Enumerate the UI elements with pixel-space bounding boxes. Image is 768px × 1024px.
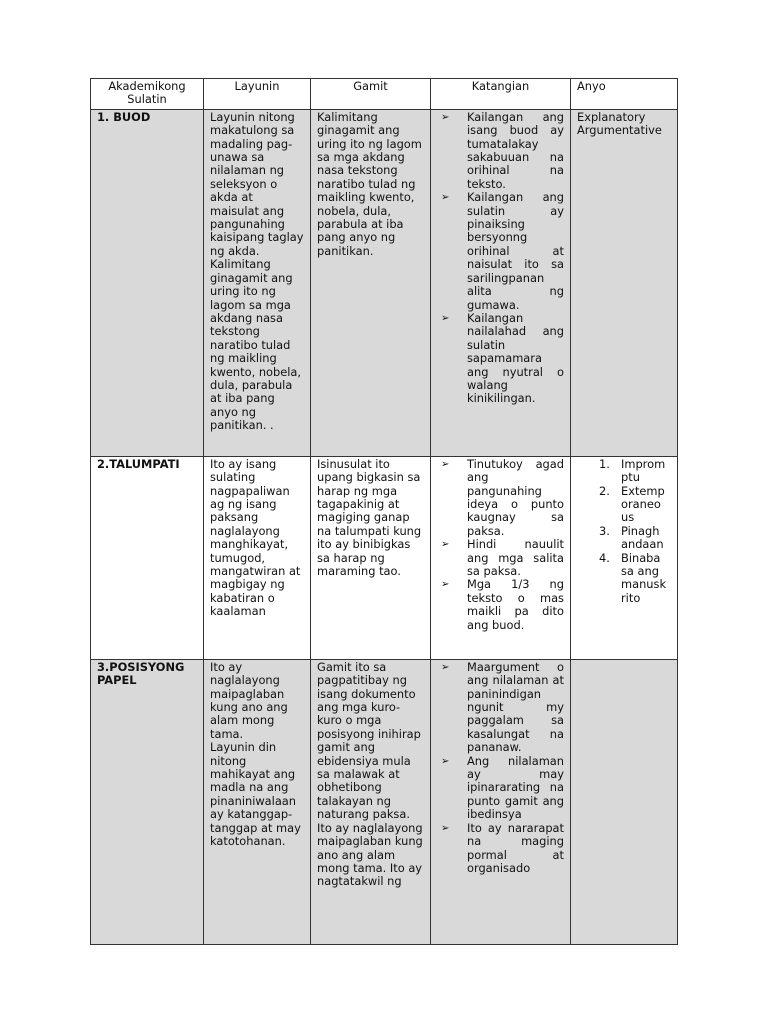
list-item bbox=[437, 755, 564, 822]
header-akademikong-sulatin: Akademikong Sulatin bbox=[91, 79, 204, 110]
header-anyo: Anyo bbox=[571, 79, 678, 110]
katangian-list bbox=[437, 458, 564, 632]
list-item bbox=[437, 538, 564, 578]
katangian-cell bbox=[431, 456, 571, 659]
row-name: 1. BUOD bbox=[97, 109, 151, 124]
katangian-cell bbox=[431, 109, 571, 456]
row-name: 3.POSISYONG PAPEL bbox=[97, 659, 185, 688]
list-number: 3. bbox=[599, 523, 610, 538]
list-item bbox=[437, 822, 564, 876]
row-name-cell bbox=[91, 659, 204, 944]
katangian-item-text: Kailangan ang isang buod ay tumatalakay sakabuuan na orihinal na teksto. bbox=[467, 109, 564, 191]
list-item bbox=[577, 552, 671, 606]
layunin-text: Ito ay naglalayong maipaglaban kung ano ang alam mong tama. Layunin din nitong mahikayat ang madla na ang pinaniniwalaan ay katanggap-tanggap at may katotohanan. bbox=[210, 659, 301, 849]
katangian-item-text: Tinutukoy agad ang pangunahing ideya o punto kaugnay sa paksa. bbox=[467, 456, 564, 538]
anyo-list bbox=[577, 458, 671, 605]
gamit-cell bbox=[311, 659, 431, 944]
anyo-cell bbox=[571, 659, 678, 944]
katangian-item-text: Hindi nauulit ang mga salita sa paksa. bbox=[467, 537, 564, 579]
arrowhead-bullet-icon: ➢ bbox=[441, 192, 450, 204]
layunin-text: Layunin nitong makatulong sa madaling pag-unawa sa nilalaman ng seleksyon o akda at maisulat ang pangunahing kaisipang taglay ng akda. Kalimitang ginagamit ang uring ito ng lagom sa mga akdang nasa tekstong naratibo tulad ng maikling kwento, nobela, dula, parabula at iba pang anyo ng panitikan. . bbox=[210, 109, 304, 433]
list-number: 2. bbox=[599, 483, 610, 498]
arrowhead-bullet-icon: ➢ bbox=[441, 539, 450, 551]
akademikong-sulatin-table bbox=[90, 78, 678, 945]
list-number: 1. bbox=[599, 456, 610, 471]
anyo-item-text: Extemp oraneo us bbox=[621, 483, 665, 525]
list-item bbox=[437, 458, 564, 538]
anyo-item-text: Binaba sa ang manusk rito bbox=[621, 550, 667, 605]
layunin-cell bbox=[204, 456, 311, 659]
layunin-text: Ito ay isang sulating nagpapaliwan ag ng isang paksang naglalayong manghikayat, tumugod, mangatwiran at magbigay ng kabatiran o kaalaman bbox=[210, 456, 301, 619]
katangian-item-text: Ang nilalaman ay may ipinararating na punto gamit ang ibedinsya bbox=[467, 753, 564, 822]
anyo-cell bbox=[571, 456, 678, 659]
arrowhead-bullet-icon: ➢ bbox=[441, 312, 450, 324]
anyo-cell bbox=[571, 109, 678, 456]
katangian-item-text: Kailangan ang sulatin ay pinaiksing bersyonng orihinal at naisulat ito sa sarilingpanan alita ng gumawa. bbox=[467, 190, 564, 312]
katangian-item-text: Maargument o ang nilalaman at paninindigan ngunit my paggalam sa kasalungat na pananaw. bbox=[467, 659, 564, 755]
layunin-cell bbox=[204, 659, 311, 944]
header-row bbox=[91, 79, 678, 110]
table-row bbox=[91, 659, 678, 944]
table-row bbox=[91, 109, 678, 456]
layunin-cell bbox=[204, 109, 311, 456]
anyo-text: Explanatory Argumentative bbox=[577, 109, 662, 138]
list-number: 4. bbox=[599, 550, 610, 565]
list-item bbox=[577, 525, 671, 552]
list-item bbox=[577, 485, 671, 525]
gamit-text: Isinusulat ito upang bigkasin sa harap ng mga tagapakinig at magiging ganap na talumpati kung ito ay binibigkas sa harap ng maraming tao. bbox=[317, 456, 422, 579]
arrowhead-bullet-icon: ➢ bbox=[441, 579, 450, 591]
gamit-text: Gamit ito sa pagpatitibay ng isang dokumento ang mga kuro-kuro o mga posisyong inihirap gamit ang ebidensiya mula sa malawak at obhetibong talakayan ng naturang paksa. Ito ay naglalayong maipaglaban kung ano ang alam mong tama. Ito ay nagtatakwil ng bbox=[317, 659, 423, 889]
list-item bbox=[437, 312, 564, 406]
list-item bbox=[437, 191, 564, 312]
header-katangian: Katangian bbox=[431, 79, 571, 110]
row-name-cell bbox=[91, 456, 204, 659]
gamit-cell bbox=[311, 456, 431, 659]
list-item bbox=[437, 111, 564, 191]
arrowhead-bullet-icon: ➢ bbox=[441, 458, 450, 470]
katangian-list bbox=[437, 661, 564, 876]
katangian-cell bbox=[431, 659, 571, 944]
katangian-item-text: Kailangan nailalahad ang sulatin sapamamara ang nyutral o walang kinikilingan. bbox=[467, 310, 564, 406]
katangian-item-text: Ito ay nararapat na maging pormal at organisado bbox=[467, 820, 564, 875]
katangian-list bbox=[437, 111, 564, 406]
list-item bbox=[577, 458, 671, 485]
arrowhead-bullet-icon: ➢ bbox=[441, 822, 450, 834]
katangian-item-text: Mga 1/3 ng teksto o mas maikli pa dito ang buod. bbox=[467, 577, 564, 632]
arrowhead-bullet-icon: ➢ bbox=[441, 111, 450, 123]
header-gamit: Gamit bbox=[311, 79, 431, 110]
gamit-text: Kalimitang ginagamit ang uring ito ng lagom sa mga akdang nasa tekstong naratibo tulad ng maikling kwento, nobela, dula, parabula at iba pang anyo ng panitikan. bbox=[317, 109, 422, 258]
anyo-item-text: Improm ptu bbox=[621, 456, 666, 485]
list-item bbox=[437, 661, 564, 755]
list-item bbox=[437, 578, 564, 632]
row-name-cell bbox=[91, 109, 204, 456]
arrowhead-bullet-icon: ➢ bbox=[441, 661, 450, 673]
row-name: 2.TALUMPATI bbox=[97, 456, 180, 471]
table-row bbox=[91, 456, 678, 659]
header-layunin: Layunin bbox=[204, 79, 311, 110]
arrowhead-bullet-icon: ➢ bbox=[441, 755, 450, 767]
gamit-cell bbox=[311, 109, 431, 456]
anyo-item-text: Pinagh andaan bbox=[621, 523, 664, 552]
